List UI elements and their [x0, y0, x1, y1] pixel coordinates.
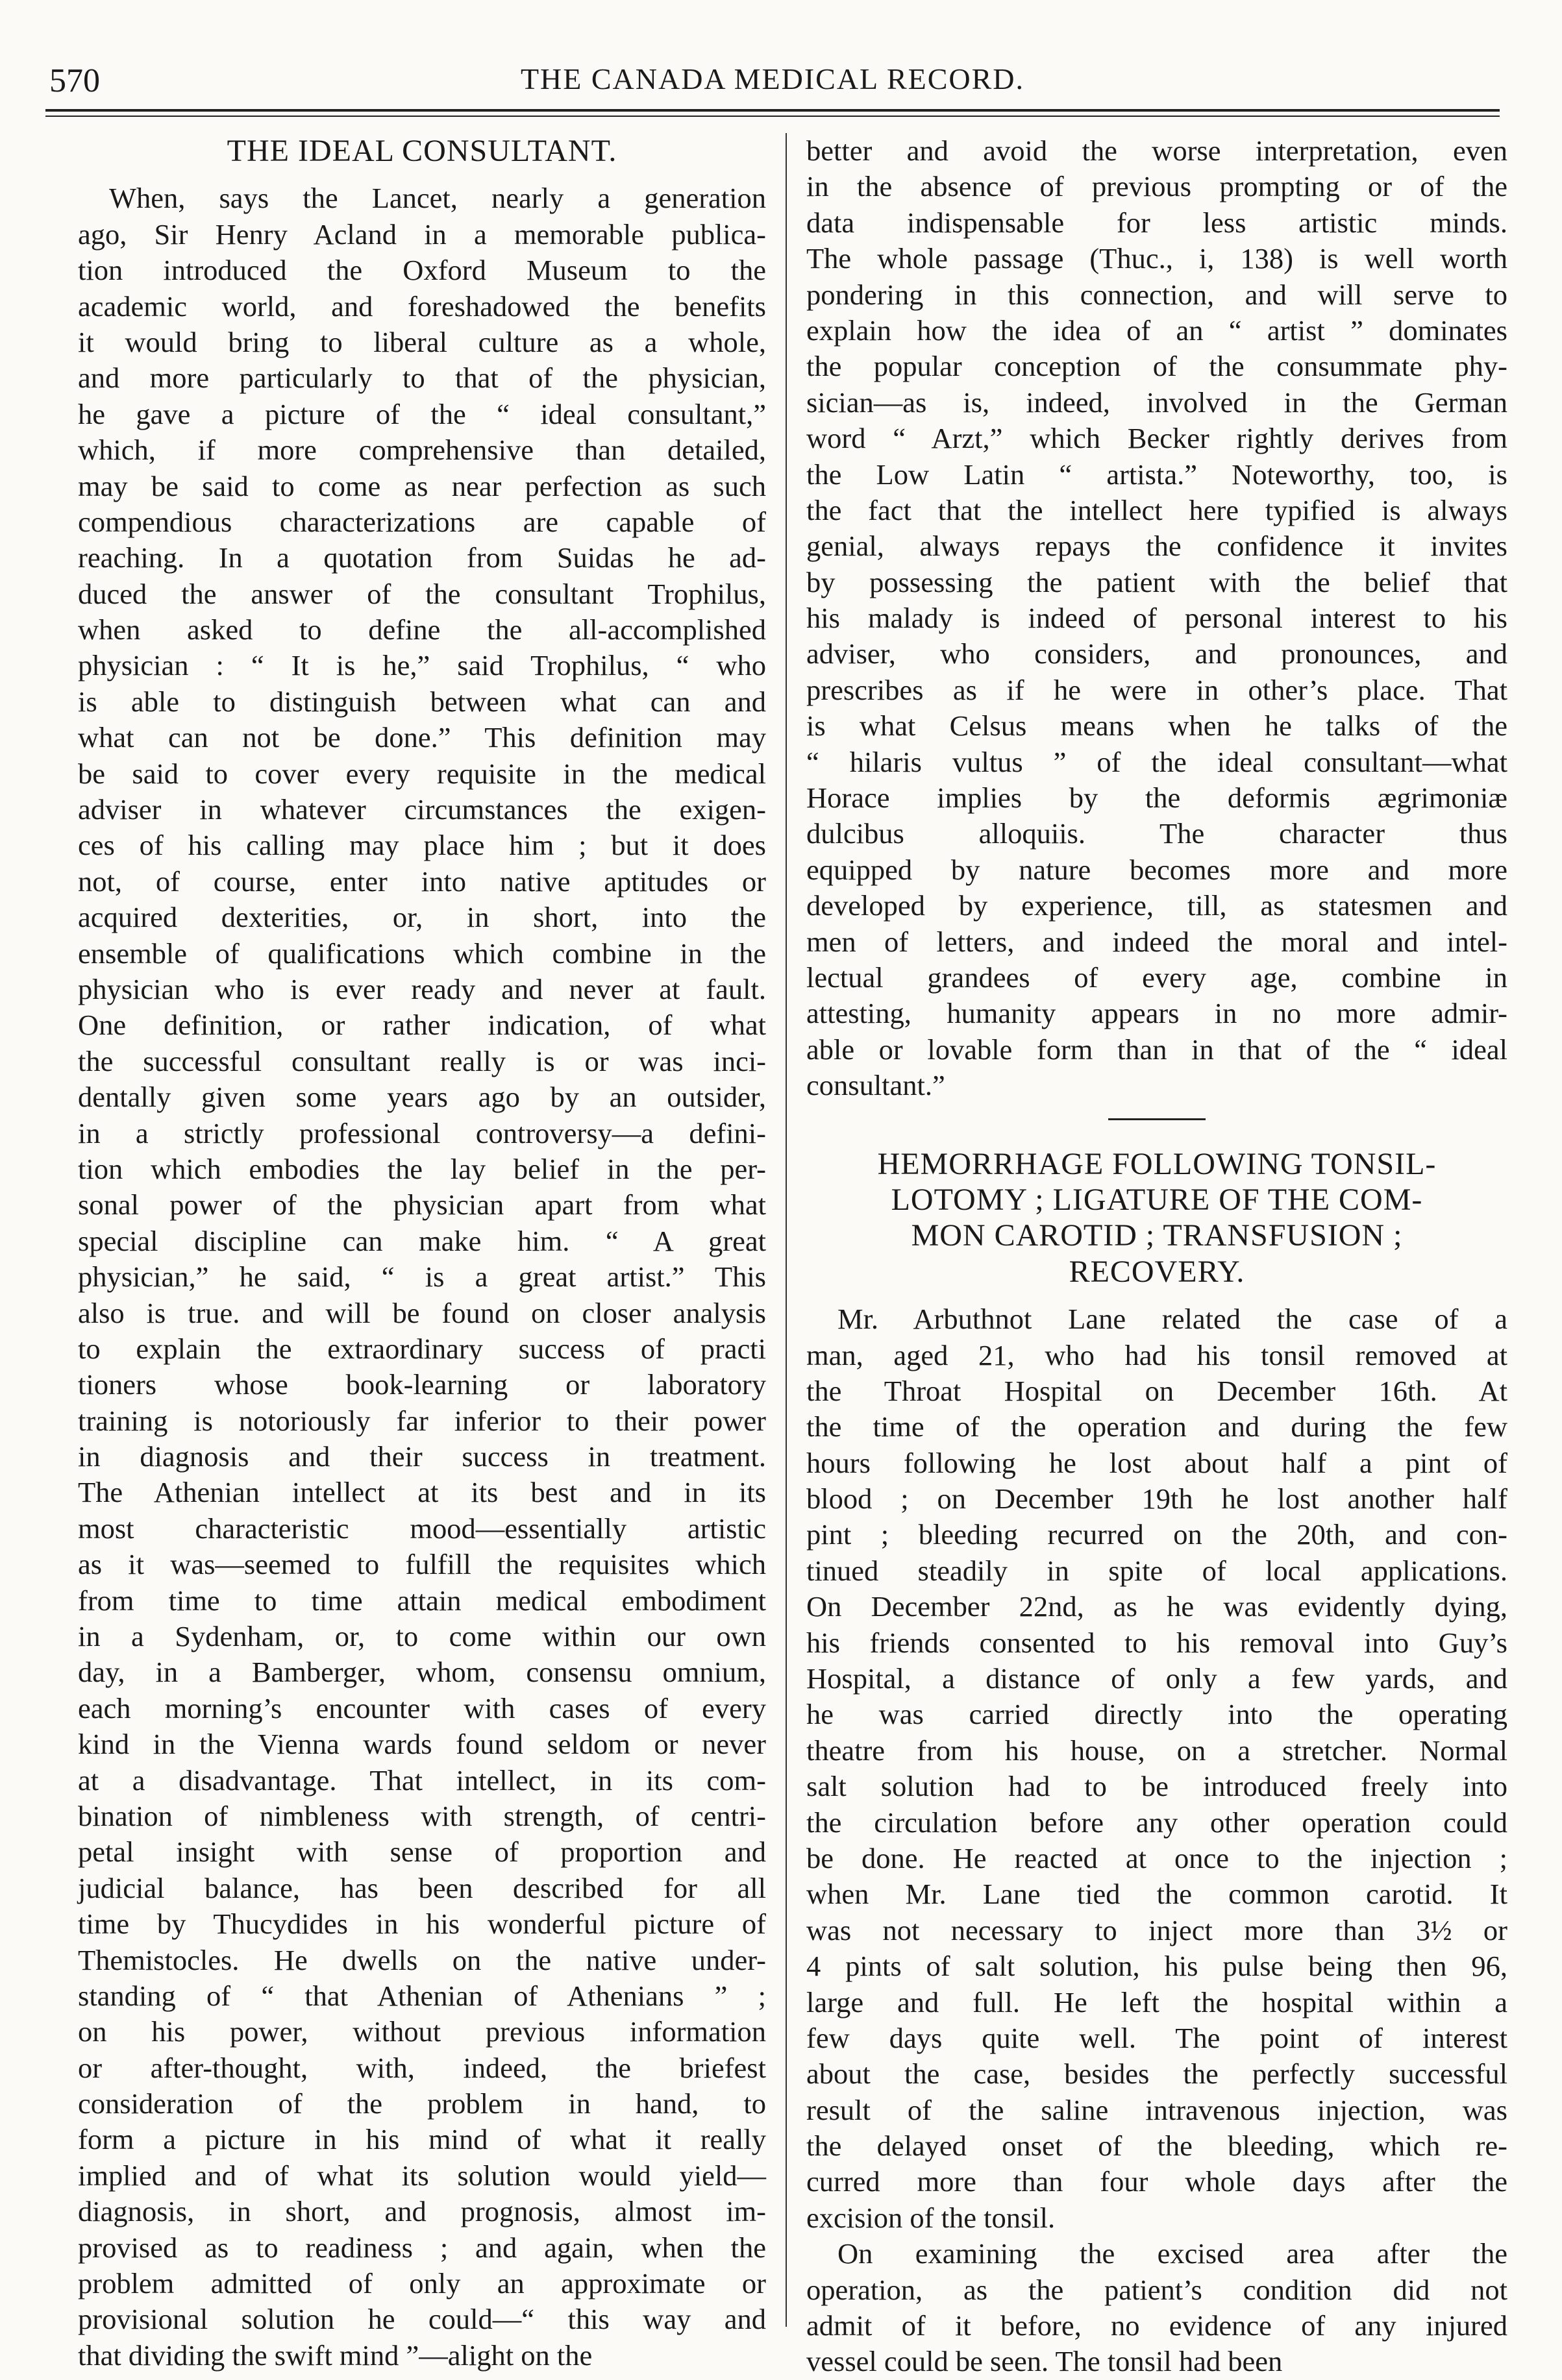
text-line: Themistocles. He dwells on the native under-: [78, 1943, 766, 1976]
article-title: [806, 1146, 1507, 1290]
text-line: the delayed onset of the bleeding, which re-: [806, 2129, 1507, 2163]
text-line: implied and of what its solution would yield—: [78, 2159, 766, 2192]
text-line: tinued steadily in spite of local applications.: [806, 1554, 1507, 1587]
text-line: duced the answer of the consultant Trophilus,: [78, 577, 766, 610]
text-line: the successful consultant really is or was inci-: [78, 1044, 766, 1077]
text-line: data indispensable for less artistic minds.: [806, 206, 1507, 239]
text-line: petal insight with sense of proportion and: [78, 1835, 766, 1869]
text-line: sician—as is, indeed, involved in the German: [806, 386, 1507, 419]
title-line: LOTOMY ; LIGATURE OF THE COM-: [891, 1182, 1423, 1217]
text-line: the popular conception of the consummate phy-: [806, 350, 1507, 383]
text-line: be done. He reacted at once to the injection ;: [806, 1841, 1507, 1874]
text-line: excision of the tonsil.: [806, 2201, 1056, 2234]
article-body-continued: [806, 133, 1507, 1104]
text-line: the time of the operation and during the few: [806, 1410, 1507, 1443]
text-line: The Athenian intellect at its best and in its: [78, 1476, 766, 1509]
text-line: Horace implies by the deformis ægrimoniæ: [806, 781, 1507, 815]
text-line: be said to cover every requisite in the medical: [78, 757, 766, 790]
text-line: dentally given some years ago by an outsider,: [78, 1081, 766, 1114]
text-line: hours following he lost about half a pint of: [806, 1446, 1507, 1479]
text-line: lectual grandees of every age, combine in: [806, 961, 1507, 994]
text-line: training is notoriously far inferior to their power: [78, 1404, 766, 1437]
text-line: in a Sydenham, or, to come within our own: [78, 1620, 766, 1653]
text-line: provised as to readiness ; and again, when the: [78, 2231, 766, 2264]
text-line: about the case, besides the perfectly successful: [806, 2057, 1507, 2091]
text-line: compendious characterizations are capable of: [78, 505, 766, 538]
text-line: genial, always repays the confidence it invites: [806, 530, 1507, 563]
text-line: attesting, humanity appears in no more admir-: [806, 997, 1507, 1030]
text-line: adviser in whatever circumstances the exigen-: [78, 793, 766, 826]
text-line: when Mr. Lane tied the common carotid. It: [806, 1878, 1507, 1911]
text-line: it would bring to liberal culture as a whole,: [78, 325, 766, 358]
text-line: in diagnosis and their success in treatment.: [78, 1440, 766, 1473]
text-line: is what Celsus means when he talks of the: [806, 709, 1507, 742]
text-line: in a strictly professional controversy—a defini-: [78, 1116, 766, 1149]
text-line: pint ; bleeding recurred on the 20th, and con-: [806, 1518, 1507, 1551]
text-line: 4 pints of salt solution, his pulse being then 96,: [806, 1950, 1507, 1983]
text-line: prescribes as if he were in other’s place. That: [806, 673, 1507, 706]
text-line: equipped by nature becomes more and more: [806, 853, 1507, 886]
text-line: pondering in this connection, and will serve to: [806, 278, 1507, 311]
text-line: academic world, and foreshadowed the benefits: [78, 289, 766, 323]
text-line: his friends consented to his removal into Guy’s: [806, 1626, 1507, 1659]
text-line: men of letters, and indeed the moral and intel-: [806, 925, 1507, 958]
text-line: sonal power of the physician apart from what: [78, 1188, 766, 1221]
text-line: theatre from his house, on a stretcher. Normal: [806, 1734, 1507, 1767]
text-line: not, of course, enter into native aptitudes or: [78, 865, 766, 898]
text-line: ensemble of qualifications which combine in the: [78, 937, 766, 970]
title-line: RECOVERY.: [1069, 1254, 1245, 1289]
text-line: the Throat Hospital on December 16th. At: [806, 1374, 1507, 1407]
text-line: each morning’s encounter with cases of every: [78, 1691, 766, 1724]
text-line: in the absence of previous prompting or of the: [806, 170, 1507, 203]
text-line: Hospital, a distance of only a few yards, and: [806, 1662, 1507, 1695]
text-line: explain how the idea of an “ artist ” dominates: [806, 313, 1507, 347]
text-line: salt solution had to be introduced freely into: [806, 1770, 1507, 1803]
page-header: [45, 62, 1500, 114]
text-line: the Low Latin “ artista.” Noteworthy, too, is: [806, 458, 1507, 491]
journal-title: THE CANADA MEDICAL RECORD.: [520, 62, 1025, 95]
text-line: the circulation before any other operation could: [806, 1806, 1507, 1839]
text-line: bination of nimbleness with strength, of centri-: [78, 1799, 766, 1832]
text-line: problem admitted of only an approximate or: [78, 2267, 766, 2300]
text-line: also is true. and will be found on closer analysis: [78, 1296, 766, 1329]
title-line: HEMORRHAGE FOLLOWING TONSIL-: [877, 1146, 1437, 1181]
text-line: he gave a picture of the “ ideal consultant,”: [78, 397, 766, 430]
right-column: [806, 133, 1507, 2378]
title-gap: [78, 169, 766, 180]
text-line: result of the saline intravenous injection, was: [806, 2093, 1507, 2126]
text-line: the fact that the intellect here typified is always: [806, 493, 1507, 526]
text-line: large and full. He left the hospital within a: [806, 1985, 1507, 2018]
page-number: 570: [49, 62, 100, 99]
text-line: special discipline can make him. “ A great: [78, 1224, 766, 1257]
article-body: [806, 1301, 1507, 2380]
text-line: blood ; on December 19th he lost another half: [806, 1482, 1507, 1515]
column-divider: [786, 133, 787, 2327]
text-line: most characteristic mood—essentially artistic: [78, 1512, 766, 1545]
article-title: THE IDEAL CONSULTANT.: [227, 134, 617, 168]
text-line: when asked to define the all-accomplished: [78, 613, 766, 646]
text-line: at a disadvantage. That intellect, in its com-: [78, 1763, 766, 1797]
text-line: diagnosis, in short, and prognosis, almost im-: [78, 2195, 766, 2228]
text-line: is able to distinguish between what can and: [78, 685, 766, 718]
text-line: consideration of the problem in hand, to: [78, 2087, 766, 2120]
text-line: Mr. Arbuthnot Lane related the case of a: [837, 1303, 1507, 1336]
text-line: physician,” he said, “ is a great artist.” This: [78, 1260, 766, 1294]
text-line: ces of his calling may place him ; but it does: [78, 829, 766, 862]
text-line: physician who is ever ready and never at fault.: [78, 972, 766, 1005]
text-line: When, says the Lancet, nearly a generation: [109, 182, 766, 215]
text-line: on his power, without previous information: [78, 2015, 766, 2048]
text-line: vessel could be seen. The tonsil had been: [806, 2345, 1283, 2378]
text-line: One definition, or rather indication, of what: [78, 1009, 766, 1042]
text-line: ago, Sir Henry Acland in a memorable publica-: [78, 217, 766, 251]
text-line: time by Thucydides in his wonderful picture of: [78, 1908, 766, 1941]
header-rule-thin: [45, 116, 1500, 117]
text-line: standing of “ that Athenian of Athenians ” ;: [78, 1979, 766, 2012]
text-line: kind in the Vienna wards found seldom or never: [78, 1728, 766, 1761]
text-line: may be said to come as near perfection as such: [78, 469, 766, 502]
text-line: acquired dexterities, or, in short, into the: [78, 901, 766, 934]
text-line: tion which embodies the lay belief in the per-: [78, 1152, 766, 1185]
text-line: that dividing the swift mind ”—alight on the: [78, 2338, 593, 2372]
text-line: from time to time attain medical embodiment: [78, 1584, 766, 1617]
text-line: dulcibus alloquiis. The character thus: [806, 817, 1507, 850]
text-line: On examining the excised area after the: [837, 2237, 1507, 2270]
title-gap: [806, 1290, 1507, 1301]
section-divider-rule: [1108, 1118, 1206, 1120]
text-line: was not necessary to inject more than 3½ or: [806, 1913, 1507, 1946]
text-line: “ hilaris vultus ” of the ideal consultant—what: [806, 745, 1507, 778]
left-column: [78, 133, 766, 2372]
text-line: better and avoid the worse interpretation, even: [806, 134, 1507, 167]
text-line: which, if more comprehensive than detailed,: [78, 434, 766, 467]
text-line: form a picture in his mind of what it really: [78, 2123, 766, 2156]
text-line: developed by experience, till, as statesmen and: [806, 889, 1507, 922]
text-line: physician : “ It is he,” said Trophilus, “ who: [78, 649, 766, 682]
text-line: tioners whose book-learning or laboratory: [78, 1368, 766, 1401]
article-body: [78, 180, 766, 2374]
text-line: as it was—seemed to fulfill the requisites which: [78, 1548, 766, 1581]
text-line: operation, as the patient’s condition did not: [806, 2273, 1507, 2306]
text-line: few days quite well. The point of interest: [806, 2021, 1507, 2054]
text-line: consultant.”: [806, 1069, 945, 1102]
text-line: by possessing the patient with the belief that: [806, 565, 1507, 598]
text-line: curred more than four whole days after the: [806, 2165, 1507, 2198]
text-line: reaching. In a quotation from Suidas he ad-: [78, 541, 766, 574]
text-line: tion introduced the Oxford Museum to the: [78, 254, 766, 287]
text-line: his malady is indeed of personal interest to his: [806, 602, 1507, 635]
header-rule-thick: [45, 109, 1500, 112]
text-line: able or lovable form than in that of the “ ideal: [806, 1033, 1507, 1066]
text-line: what can not be done.” This definition may: [78, 721, 766, 754]
text-line: he was carried directly into the operating: [806, 1698, 1507, 1731]
text-line: day, in a Bamberger, whom, consensu omnium,: [78, 1656, 766, 1689]
text-line: or after-thought, with, indeed, the briefest: [78, 2051, 766, 2084]
text-line: word “ Arzt,” which Becker rightly derives from: [806, 422, 1507, 455]
text-line: man, aged 21, who had his tonsil removed at: [806, 1338, 1507, 1371]
text-line: to explain the extraordinary success of practi: [78, 1332, 766, 1365]
title-line: MON CAROTID ; TRANSFUSION ;: [911, 1218, 1403, 1253]
text-line: The whole passage (Thuc., i, 138) is well worth: [806, 242, 1507, 275]
text-line: admit of it before, no evidence of any injured: [806, 2309, 1507, 2342]
text-line: provisional solution he could—“ this way and: [78, 2303, 766, 2336]
text-line: On December 22nd, as he was evidently dying,: [806, 1590, 1507, 1623]
text-line: adviser, who considers, and pronounces, and: [806, 637, 1507, 670]
text-line: judicial balance, has been described for all: [78, 1871, 766, 1904]
text-line: and more particularly to that of the physician,: [78, 362, 766, 395]
